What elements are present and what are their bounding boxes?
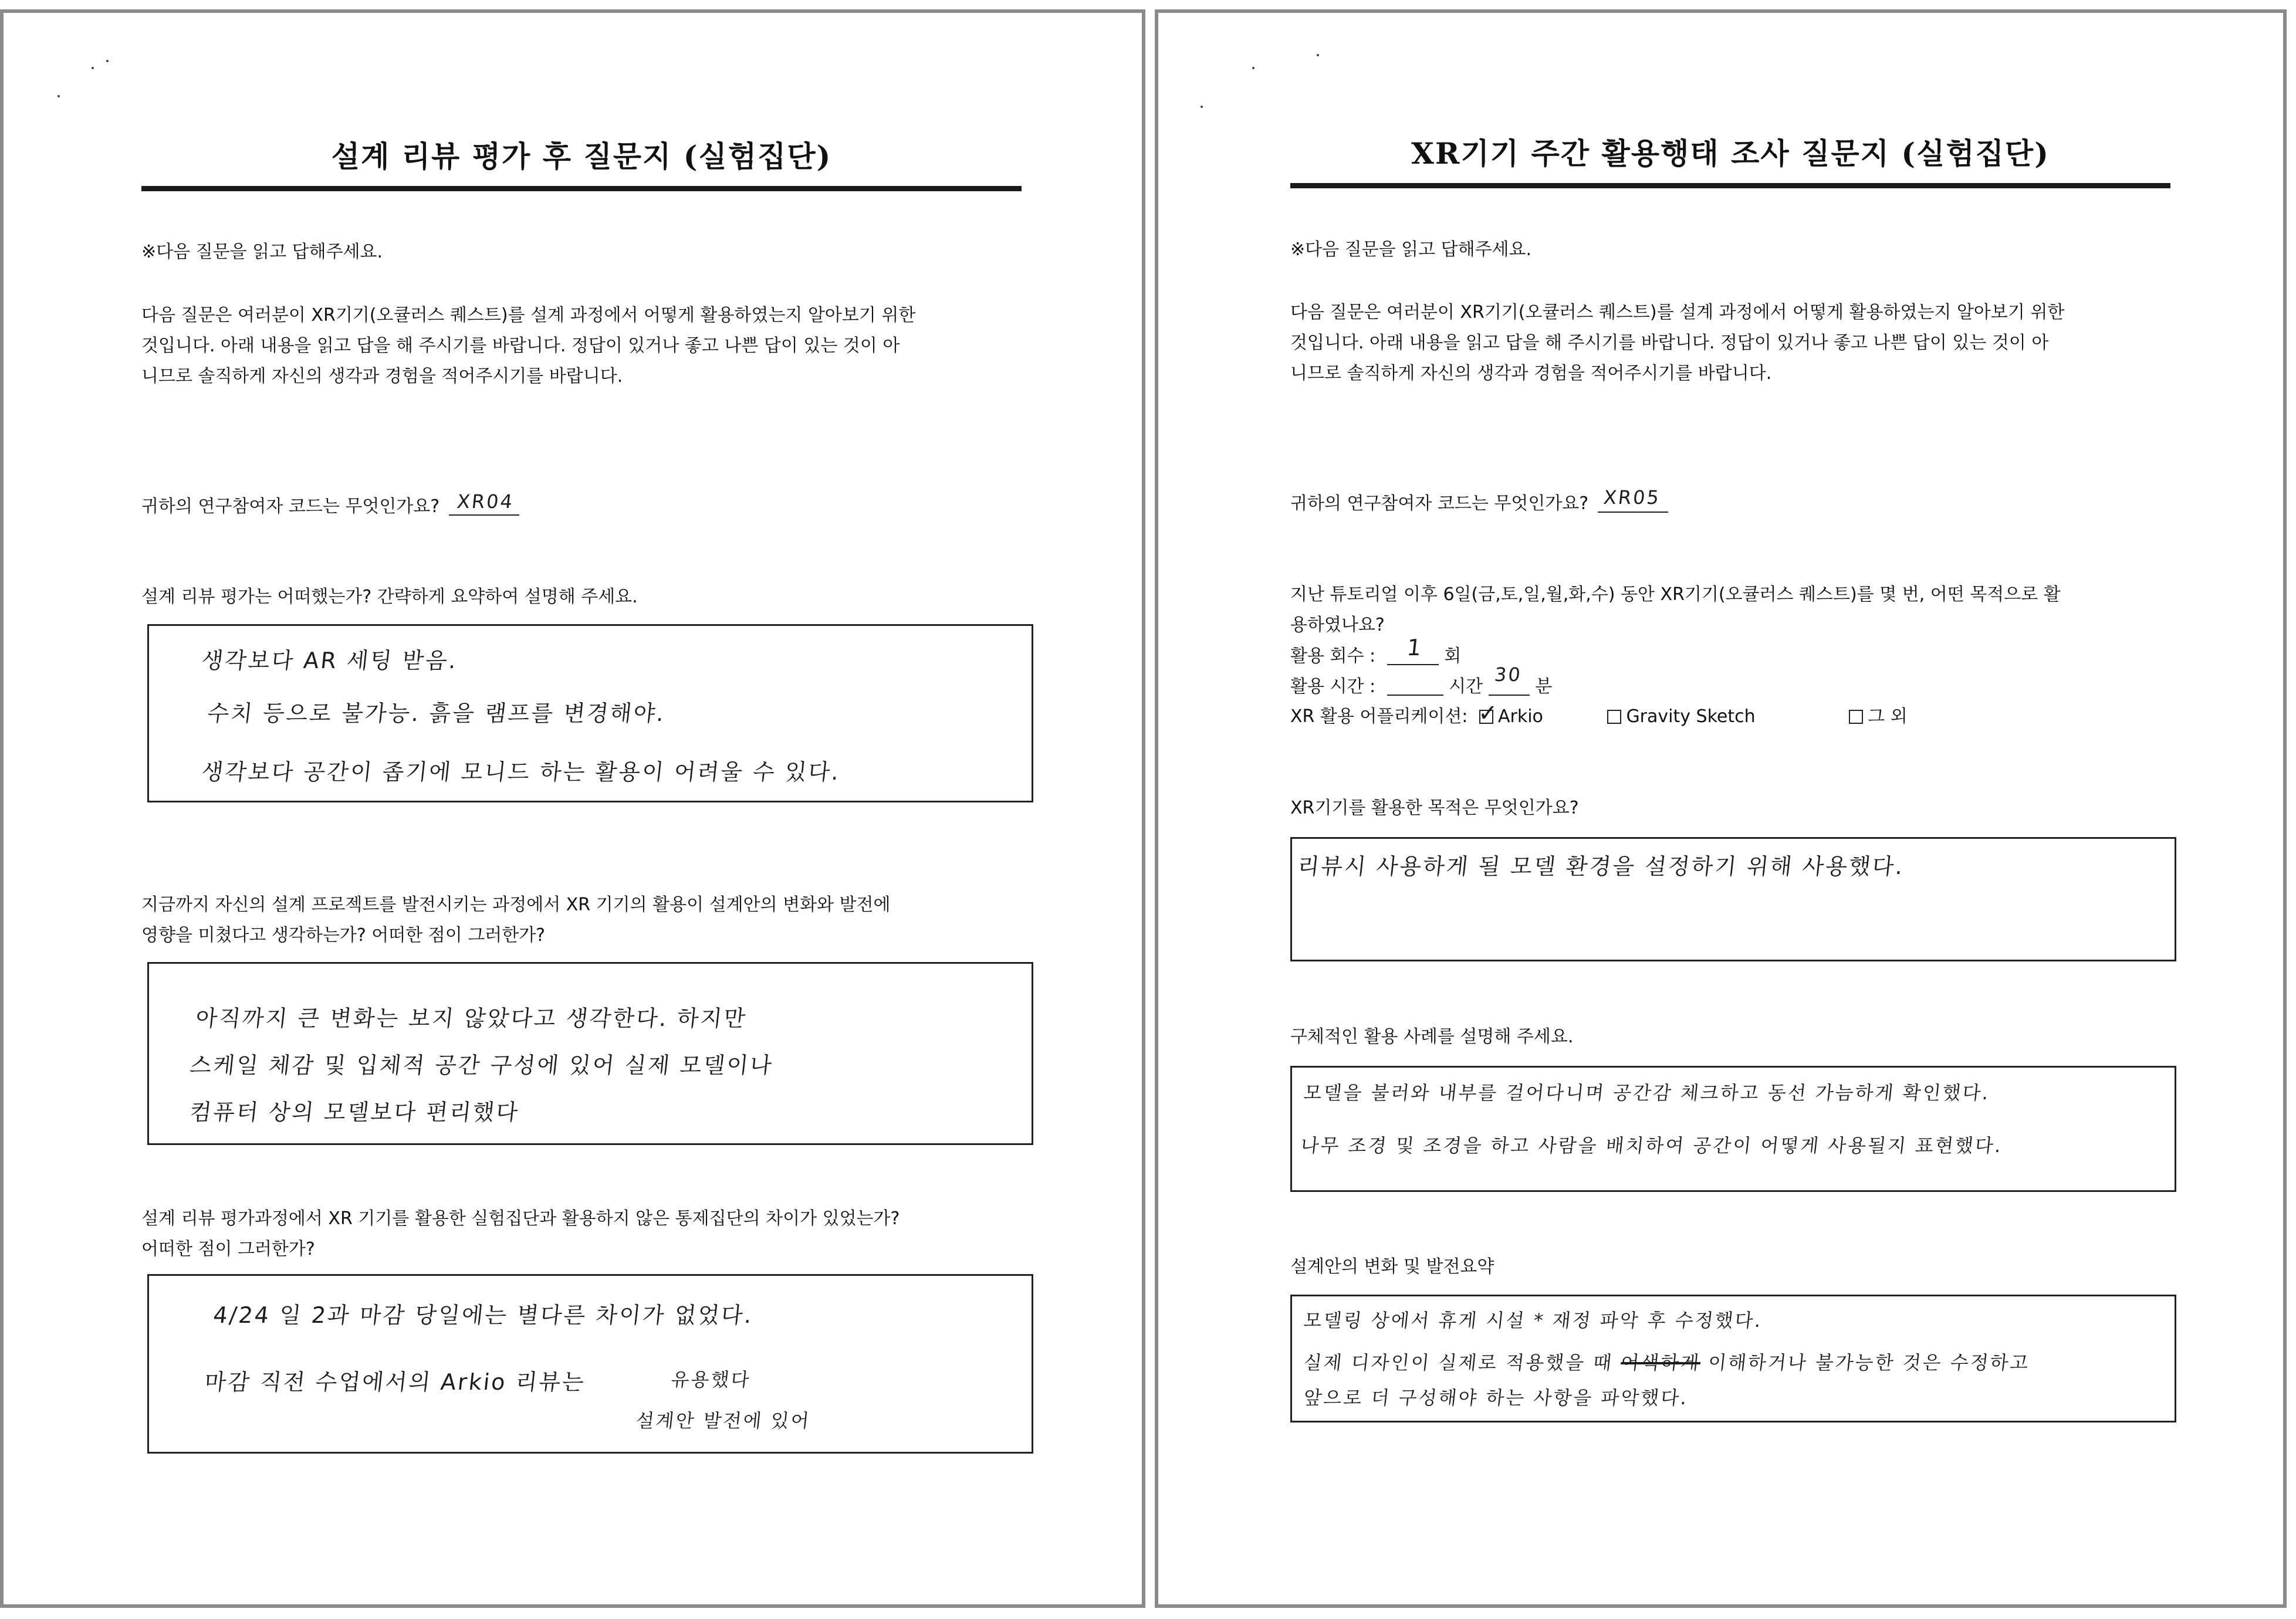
scan-speck (58, 95, 60, 97)
option-label: Gravity Sketch (1626, 706, 1756, 727)
intro-line: 것입니다. 아래 내용을 읽고 답을 해 주시기를 바랍니다. 정답이 있거나 좋고 나쁜 답이 있는 것이 아 (141, 336, 900, 356)
checkbox-gravity-sketch[interactable] (1607, 710, 1621, 724)
intro-paragraph (1290, 297, 2182, 389)
usage-minutes-field[interactable] (1489, 663, 1530, 696)
participant-code-answer: XR05 (1602, 486, 1662, 509)
page-title: XR기기 주간 활용행태 조사 질문지 (실험집단) (1411, 136, 2050, 171)
intro-paragraph (141, 300, 1033, 392)
checkbox-arkio[interactable] (1477, 700, 1498, 727)
question-xr-influence (141, 890, 1039, 951)
answer-box-use-case[interactable] (1290, 1066, 2176, 1192)
question-line: 지난 튜토리얼 이후 6일(금,토,일,월,화,수) 동안 XR기기(오큘러스 퀘스트)를 몇 번, 어떤 목적으로 활 (1290, 584, 2061, 605)
handwritten-line: 컴퓨터 상의 모델보다 편리했다 (188, 1099, 521, 1125)
scan-speck (106, 60, 109, 62)
checkbox-other[interactable] (1849, 710, 1863, 724)
scan-speck (1317, 54, 1319, 56)
participant-code-row (141, 491, 519, 522)
participant-code-field[interactable] (1598, 488, 1668, 513)
answer-box-design-summary[interactable] (1290, 1295, 2176, 1422)
usage-count-label: 활용 회수 : (1290, 646, 1376, 666)
questionnaire-page-left (0, 9, 1145, 1608)
usage-time-row (1290, 663, 1553, 702)
handwritten-line: 앞으로 더 구성해야 하는 사항을 파악했다. (1302, 1387, 1690, 1409)
question-usage (1290, 580, 2182, 641)
participant-code-question: 귀하의 연구참여자 코드는 무엇인가요? (141, 496, 440, 517)
handwritten-line: 설계안 발전에 있어 (634, 1410, 812, 1432)
title-rule (141, 186, 1022, 191)
handwritten-line: 수치 등으로 불가능. 흙을 램프를 변경해야. (206, 700, 667, 726)
instruction-text: ※다음 질문을 읽고 답해주세요. (1290, 239, 1532, 260)
answer-box-group-difference[interactable] (147, 1274, 1033, 1454)
handwritten-line: 아직까지 큰 변화는 보지 않았다고 생각한다. 하지만 (194, 1005, 749, 1031)
handwritten-crossed-out: 어색하게 (1619, 1352, 1702, 1374)
usage-hours-unit: 시간 (1449, 676, 1483, 697)
handwritten-insertion: 유용했다 (669, 1369, 752, 1391)
participant-code-field[interactable] (449, 491, 519, 516)
intro-line: 것입니다. 아래 내용을 읽고 답을 해 주시기를 바랍니다. 정답이 있거나 좋고 나쁜 답이 있는 것이 아 (1290, 333, 2049, 353)
application-row (1290, 702, 1908, 732)
intro-line: 니므로 솔직하게 자신의 생각과 경험을 적어주시기를 바랍니다. (1290, 363, 1772, 384)
answer-box-purpose[interactable] (1290, 837, 2176, 961)
handwritten-line: 나무 조경 및 조경을 하고 사람을 배치하여 공간이 어떻게 사용될지 표현했다. (1299, 1134, 2004, 1157)
usage-minutes-unit: 분 (1535, 676, 1553, 697)
question-line: 영향을 미쳤다고 생각하는가? 어떠한 점이 그러한가? (141, 925, 546, 946)
intro-line: 니므로 솔직하게 자신의 생각과 경험을 적어주시기를 바랍니다. (141, 366, 623, 387)
handwritten-segment: 실제 디자인이 실제로 적용했을 때 (1302, 1352, 1622, 1374)
instruction-text: ※다음 질문을 읽고 답해주세요. (141, 242, 383, 262)
usage-time-label: 활용 시간 : (1290, 676, 1376, 697)
scan-speck (92, 67, 94, 69)
answer-box-review-summary[interactable] (147, 624, 1033, 802)
question-purpose: XR기기를 활용한 목적은 무엇인가요? (1290, 798, 1579, 818)
usage-count-value: 1 (1405, 635, 1425, 661)
option-other[interactable] (1849, 706, 1908, 727)
question-line: 설계 리뷰 평가과정에서 XR 기기를 활용한 실험집단과 활용하지 않은 통제집단의 차이가 있었는가? (141, 1208, 900, 1229)
question-line: 용하였나요? (1290, 615, 1385, 635)
usage-count-row (1290, 635, 1462, 672)
intro-line: 다음 질문은 여러분이 XR기기(오큘러스 퀘스트)를 설계 과정에서 어떻게 활용하였는지 알아보기 위한 (1290, 302, 2065, 323)
option-gravity-sketch[interactable] (1607, 706, 1761, 727)
question-review-summary: 설계 리뷰 평가는 어떠했는가? 간략하게 요약하여 설명해 주세요. (141, 587, 638, 607)
intro-line: 다음 질문은 여러분이 XR기기(오큘러스 퀘스트)를 설계 과정에서 어떻게 활용하였는지 알아보기 위한 (141, 305, 916, 326)
question-line: 어떠한 점이 그러한가? (141, 1239, 315, 1259)
option-label: 그 외 (1868, 706, 1908, 727)
handwritten-line: 스케일 체감 및 입체적 공간 구성에 있어 실제 모델이나 (188, 1052, 775, 1078)
usage-count-unit: 회 (1444, 646, 1462, 666)
handwritten-line (1303, 1348, 2032, 1375)
question-group-difference (141, 1204, 1039, 1265)
usage-count-field[interactable] (1387, 635, 1439, 665)
participant-code-question: 귀하의 연구참여자 코드는 무엇인가요? (1290, 493, 1589, 514)
application-label: XR 활용 어플리케이션: (1290, 706, 1468, 727)
option-arkio[interactable] (1477, 700, 1548, 727)
handwritten-line: 마감 직전 수업에서의 Arkio 리뷰는 (203, 1369, 587, 1395)
scan-speck (1201, 106, 1203, 108)
check-mark-icon: ✓ (1477, 700, 1498, 727)
answer-box-xr-influence[interactable] (147, 962, 1033, 1145)
option-label: Arkio (1497, 706, 1543, 727)
questionnaire-page-right (1155, 9, 2287, 1608)
participant-code-row (1290, 488, 1668, 519)
handwritten-line: 모델링 상에서 휴게 시설 * 재정 파악 후 수정했다. (1302, 1309, 1764, 1332)
handwritten-line: 생각보다 공간이 좁기에 모니드 하는 활용이 어려울 수 있다. (200, 759, 842, 785)
handwritten-line: 생각보다 AR 세팅 받음. (200, 648, 459, 673)
handwritten-line: 리뷰시 사용하게 될 모델 환경을 설정하기 위해 사용했다. (1296, 853, 1906, 879)
question-design-summary: 설계안의 변화 및 발전요약 (1290, 1256, 1494, 1277)
handwritten-line: 4/24 일 2과 마감 당일에는 별다른 차이가 없었다. (212, 1302, 755, 1328)
participant-code-answer: XR04 (455, 490, 515, 513)
page-title: 설계 리뷰 평가 후 질문지 (실험집단) (331, 139, 832, 174)
usage-minutes-value: 30 (1493, 663, 1523, 686)
question-use-case: 구체적인 활용 사례를 설명해 주세요. (1290, 1027, 1574, 1047)
usage-hours-field[interactable] (1387, 671, 1443, 696)
handwritten-segment: 이해하거나 불가능한 것은 수정하고 (1699, 1352, 2031, 1374)
title-rule (1290, 183, 2170, 188)
question-line: 지금까지 자신의 설계 프로젝트를 발전시키는 과정에서 XR 기기의 활용이 설계안의 변화와 발전에 (141, 895, 891, 915)
handwritten-line: 모델을 불러와 내부를 걸어다니며 공간감 체크하고 동선 가늠하게 확인했다. (1302, 1082, 1991, 1104)
scan-speck (1252, 67, 1254, 69)
